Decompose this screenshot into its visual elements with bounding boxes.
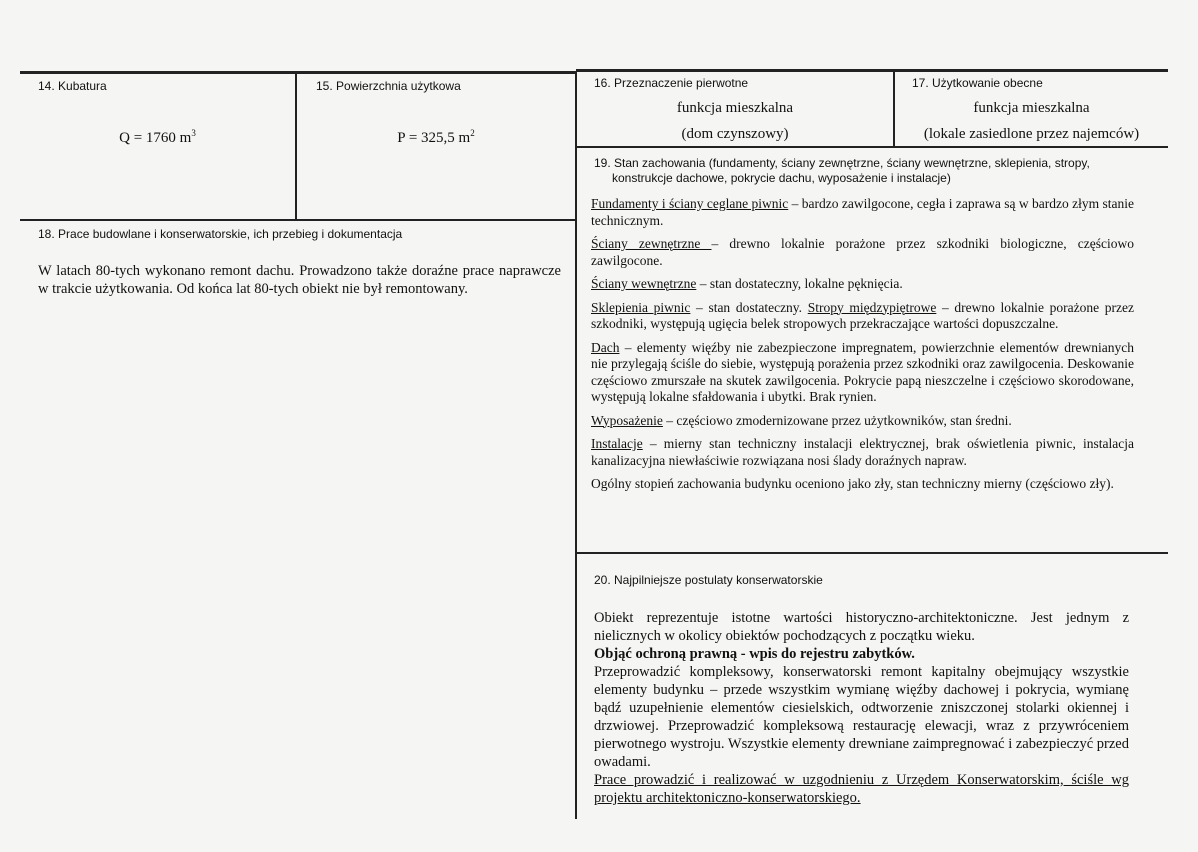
cond-ceilings-head: Stropy międzypiętrowe bbox=[807, 299, 937, 315]
cond-vaults-head: Sklepienia piwnic bbox=[591, 299, 691, 315]
field-15-value bbox=[297, 130, 575, 147]
field-19-body bbox=[591, 196, 1134, 500]
cond-vaults-text: – stan dostateczny. bbox=[690, 299, 808, 315]
postulate-coordination bbox=[594, 771, 1129, 807]
postulate-legal-protection: Objąć ochroną prawną - wpis do rejestru zabytków. bbox=[594, 646, 915, 662]
field-16-line1: funkcja mieszkalna bbox=[676, 100, 794, 116]
field-18-text: W latach 80-tych wykonano remont dachu. Prowadzono także doraźne prace naprawcze w trakcie użytkowania. Od końca lat 80-tych obiekt nie był remontowany. bbox=[38, 263, 561, 297]
field-14-value-text: Q = 1760 m bbox=[119, 130, 192, 146]
cond-installations-text: – mierny stan techniczny instalacji elektrycznej, brak oświetlenia piwnic, instalacja kanalizacyjna niewłaściwie rozwiązana nosi ślady doraźnych napraw. bbox=[591, 436, 1134, 468]
field-15-label: 15. Powierzchnia użytkowa bbox=[316, 79, 461, 93]
cond-installations bbox=[591, 436, 1134, 469]
field-20-body bbox=[594, 609, 1129, 807]
cond-exterior-walls-text: – drewno lokalnie porażone przez szkodniki biologiczne, częściowo zawilgocone. bbox=[591, 236, 1134, 268]
field-17-line1: funkcja mieszkalna bbox=[973, 100, 1090, 116]
cond-equipment bbox=[591, 413, 1134, 430]
rule-above-18 bbox=[20, 219, 576, 221]
field-20-label: 20. Najpilniejsze postulaty konserwatorskie bbox=[594, 573, 823, 587]
field-19-label-line2: konstrukcje dachowe, pokrycie dachu, wyposażenie i instalacje) bbox=[612, 171, 951, 185]
field-16-line2: (dom czynszowy) bbox=[681, 126, 789, 142]
cond-interior-walls-head: Ściany wewnętrzne bbox=[591, 276, 697, 291]
cond-foundations-head: Fundamenty i ściany ceglane piwnic bbox=[591, 196, 789, 211]
field-14-value bbox=[20, 130, 295, 147]
cond-equipment-head: Wyposażenie bbox=[591, 412, 663, 428]
field-19-label-line1: 19. Stan zachowania (fundamenty, ściany zewnętrzne, ściany wewnętrzne, sklepienia, stropy, bbox=[594, 156, 1090, 170]
field-14-value-sup: 3 bbox=[191, 128, 196, 138]
postulate-coordination-text: Prace prowadzić i realizować w uzgodnieniu z Urzędem Konserwatorskim, ściśle wg projektu architektoniczno-konserwatorskiego. bbox=[594, 772, 1129, 806]
rule-above-20 bbox=[576, 552, 1168, 554]
cond-roof-head: Dach bbox=[591, 339, 620, 355]
cond-foundations bbox=[591, 196, 1134, 229]
cond-foundations-text: – bardzo zawilgocone, cegła i zaprawa są w bardzo złym stanie technicznym. bbox=[591, 196, 1134, 228]
top-rule-left bbox=[20, 71, 576, 74]
postulate-renovation: Przeprowadzić kompleksowy, konserwatorski remont kapitalny obejmujący wszystkie elementy budynku – przede wszystkim wymianę więźby dachowej i pokrycia, wymianę bądź uzupełnienie elementów ciesielskich, odtworzenie zniszczonej stolarki okiennej i drzwiowej. Przeprowadzić kompleksową restaurację elewacji, wraz z przywróceniem pierwotnego wystroju. Wszystkie elementy drewniane zaimpregnować i zabezpieczyć przed owadami. bbox=[594, 664, 1129, 770]
field-18-label: 18. Prace budowlane i konserwatorskie, ich przebieg i dokumentacja bbox=[38, 227, 403, 241]
cond-interior-walls bbox=[591, 276, 1134, 293]
top-rule-right bbox=[576, 69, 1168, 72]
cond-exterior-walls-head: Ściany zewnętrzne bbox=[591, 236, 712, 251]
cond-interior-walls-text: – stan dostateczny, lokalne pęknięcia. bbox=[696, 276, 903, 291]
rule-below-16-17 bbox=[576, 146, 1168, 148]
field-14-label: 14. Kubatura bbox=[38, 79, 107, 93]
center-divider bbox=[575, 71, 577, 819]
field-17-label: 17. Użytkowanie obecne bbox=[912, 76, 1043, 90]
cond-overall: Ogólny stopień zachowania budynku oceniono jako zły, stan techniczny mierny (częściowo zły). bbox=[591, 476, 1114, 491]
postulate-intro: Obiekt reprezentuje istotne wartości historyczno-architektoniczne. Jest jednym z nielicznych w okolicy obiektów pochodzących z początku wieku. bbox=[594, 610, 1129, 644]
cond-ceilings-text: – drewno lokalnie porażone przez szkodniki, występują ugięcia belek stropowych przekraczające wartości dopuszczalne. bbox=[591, 299, 1135, 331]
field-16-label: 16. Przeznaczenie pierwotne bbox=[594, 76, 749, 90]
field-15-value-text: P = 325,5 m bbox=[397, 130, 471, 146]
cond-installations-head: Instalacje bbox=[591, 436, 643, 451]
cond-equipment-text: – częściowo zmodernizowane przez użytkowników, stan średni. bbox=[662, 412, 1012, 428]
field-15-value-sup: 2 bbox=[470, 128, 475, 138]
cond-roof bbox=[591, 340, 1134, 406]
field-17-line2: (lokale zasiedlone przez najemców) bbox=[923, 126, 1140, 142]
cond-roof-text: – elementy więźby nie zabezpieczone impregnatem, powierzchnie elementów drewnianych nie przylegają ściśle do siebie, występują porażenia przez szkodniki oraz zawilgocenia. Deskowanie częściowo zmurszałe na skutek zawilgocenia. Pokrycie papą nieszczelne i częściowo skorodowane, występują lokalne sfałdowania i ubytki. Brak rynien. bbox=[591, 339, 1134, 404]
cond-vaults-ceilings bbox=[591, 300, 1134, 333]
cond-exterior-walls bbox=[591, 236, 1134, 269]
